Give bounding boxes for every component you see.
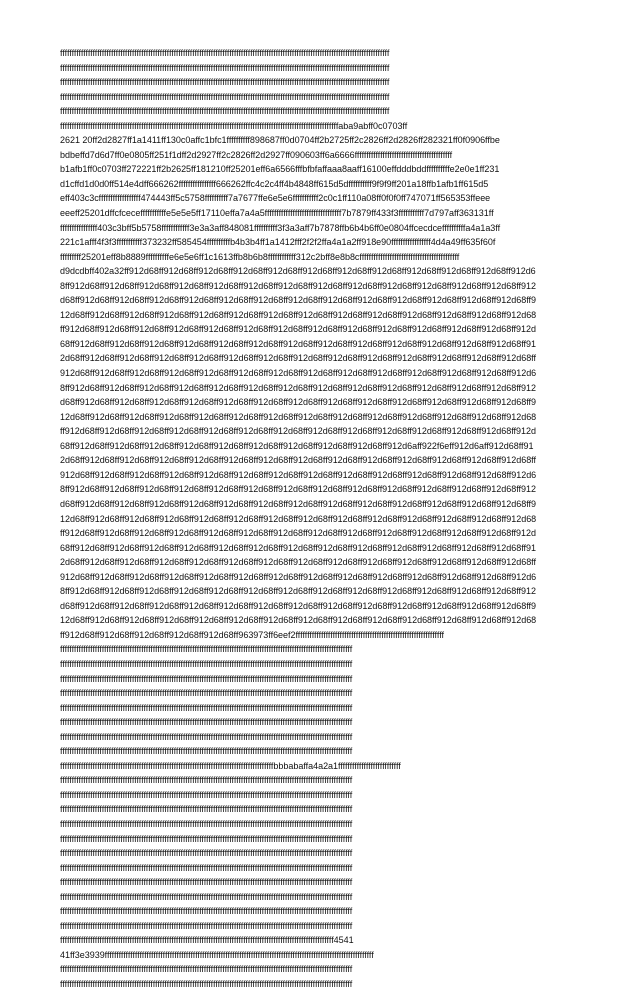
text-line: d68ff912d68ff912d68ff912d68ff912d68ff912d68ff912d68ff912d68ff912d68ff912d68ff912d68ff912d68ff912d68ff912d68ff9 (60, 295, 536, 306)
text-line: ffffffffffffffffffffffffffffffffffffffffffffffffffffffffffffffffffffffffffffffffffffffffffffffffffffffffffffffffffffffffffffff (60, 833, 353, 844)
text-line: ffffffffffffffffffffffffffffffffffffffffffffffffffffffffffffffffffffffffffffffffffffffffffffffffffffffffffffffffffffffffffffff (60, 717, 353, 728)
text-line: ffffffffffffffffffffffffffffffffffffffffffffffffffffffffffffffffffffffffffffffffffffffffffffffffffffffffffffffffffffffffffffff (60, 644, 353, 655)
text-line: 12d68ff912d68ff912d68ff912d68ff912d68ff912d68ff912d68ff912d68ff912d68ff912d68ff912d68ff912d68ff912d68ff912d68 (60, 411, 537, 422)
text-line: d68ff912d68ff912d68ff912d68ff912d68ff912d68ff912d68ff912d68ff912d68ff912d68ff912d68ff912d68ff912d68ff912d68ff9 (60, 397, 536, 408)
text-line: eeeff25201dffcfcecefffffffffffe5e5e5ff17110effa7a4a5fffffffffffffffffffffffffffffffff7b7879ff433f3fffffffffff7d797aff363131ff (60, 208, 494, 219)
text-line: ffffffffffffffffffffffffffffffffffffffffffffffffffffffffffffffffffffffffffffffffffffffffffffffffffffffffffffffffffffffffffffffffffffffffffffff (60, 91, 390, 102)
text-line: 2d68ff912d68ff912d68ff912d68ff912d68ff912d68ff912d68ff912d68ff912d68ff912d68ff912d68ff912d68ff912d68ff912d68ff (60, 353, 536, 364)
text-line: d9dcdbff402a32ff912d68ff912d68ff912d68ff912d68ff912d68ff912d68ff912d68ff912d68ff912d68ff912d68ff912d68ff912d6 (60, 266, 536, 277)
text-line: ffffffffffffffffffffffffffffffffffffffffffffffffffffffffffffffffffffffffffffffffffffffffffffffffffffffffffffffffffffffffffffff (60, 804, 353, 815)
text-line: ffffffffffffffffffffffffffffffffffffffffffffffffffffffffffffffffffffffffffffffffffffffffffffffffffffffffffffffffffffffffffffff (60, 789, 353, 800)
text-line: 68ff912d68ff912d68ff912d68ff912d68ff912d68ff912d68ff912d68ff912d68ff912d68ff912d68ff912d68ff912d68ff912d68ff91 (60, 338, 536, 349)
text-line: b1afb1ff0c0703ff272221ff2b2625ff181210ff25201eff6a6566fffbfbfaffaaa8aaff16100effdddbddffffffffffe2e0e1ff231 (60, 164, 500, 175)
text-line: ffffffffffffffffffffffffffffffffffffffffffffffffffffffffffffffffffffffffffffffffffffffffffffffffffffffffffffffffffffffffffffff (60, 731, 353, 742)
text-line: ffffffffffffffffffffffffffffffffffffffffffffffffffffffffffffffffffffffffffffffffffffffffffffffffffffffffffffffffffffffffaba9abff0c0703ff (60, 120, 408, 131)
text-line: fffffffff25201eff8b8889ffffffffffe6e5e6ff1c1613ffb8b6b8ffffffffffff312c2bff8e8b8cfffffffffffffffffffffffffffffffffffffffffff (60, 251, 460, 262)
text-line: ffffffffffffffffffffffffffffffffffffffffffffffffffffffffffffffffffffffffffffffffffffffffffffffffffffffffffffffffffffffffffffffffffffffffffffff (60, 106, 390, 117)
text-line: ffffffffffffffffffffffffffffffffffffffffffffffffffffffffffffffffffffffffffffffffffffffffffffffffffffffffffffffffffffffffffffff (60, 673, 353, 684)
text-line: ffffffffffffffffffffffffffffffffffffffffffffffffffffffffffffffffffffffffffffffffffffffffffffffffffffffffffffffffffffffffffffff (60, 746, 353, 757)
text-line: d68ff912d68ff912d68ff912d68ff912d68ff912d68ff912d68ff912d68ff912d68ff912d68ff912d68ff912d68ff912d68ff912d68ff9 (60, 498, 536, 509)
text-line: d68ff912d68ff912d68ff912d68ff912d68ff912d68ff912d68ff912d68ff912d68ff912d68ff912d68ff912d68ff912d68ff912d68ff9 (60, 600, 536, 611)
text-line: ffffffffffffffffffffffffffffffffffffffffffffffffffffffffffffffffffffffffffffffffffffffffffffffffffffffffffffffffffffffffffffff (60, 906, 353, 917)
text-line: 12d68ff912d68ff912d68ff912d68ff912d68ff912d68ff912d68ff912d68ff912d68ff912d68ff912d68ff912d68ff912d68ff912d68 (60, 309, 537, 320)
text-line: ff912d68ff912d68ff912d68ff912d68ff912d68ff912d68ff912d68ff912d68ff912d68ff912d68ff912d68ff912d68ff912d68ff912d (60, 324, 536, 335)
text-line: 68ff912d68ff912d68ff912d68ff912d68ff912d68ff912d68ff912d68ff912d68ff912d68ff912d68ff912d68ff912d68ff912d68ff91 (60, 542, 536, 553)
text-line: 41ff3e3939ffffffffffffffffffffffffffffffffffffffffffffffffffffffffffffffffffffffffffffffffffffffffffffffffffffffffffffffffffff (60, 949, 374, 960)
text-line: eff403c3cffffffffffffffffff474443ff5c5758ffffffffff7a7677ffe6e5e6fffffffffff2c0c1ff110a08ff0f0f0ff747071ff565353ffeee (60, 193, 491, 204)
text-line: ffffffffffffffffffffffffffffffffffffffffffffffffffffffffffffffffffffffffffffffffffffffffffffffffffffffffffffffffffffffffffffff (60, 979, 353, 989)
text-line: 12d68ff912d68ff912d68ff912d68ff912d68ff912d68ff912d68ff912d68ff912d68ff912d68ff912d68ff912d68ff912d68ff912d68 (60, 615, 537, 626)
text-line: ff912d68ff912d68ff912d68ff912d68ff912d68ff963973ff6eef2ffffffffffffffffffffffffffffffffffffffffffffffffffffffffffffffff (60, 629, 444, 640)
text-line: ffffffffffffffffffffffffffffffffffffffffffffffffffffffffffffffffffffffffffffffffffffffffffffffffffffffffffffffffffffffffffffff (60, 702, 353, 713)
text-line: ffffffffffffffffffffffffffffffffffffffffffffffffffffffffffffffffffffffffffffffffffffffffffffffffffffffffffffffffffffffffffffffffffffffffffffff (60, 48, 390, 58)
text-line: ff912d68ff912d68ff912d68ff912d68ff912d68ff912d68ff912d68ff912d68ff912d68ff912d68ff912d68ff912d68ff912d68ff912d (60, 426, 536, 437)
text-line: d1cffd1d0d0ff514e4dff666262ffffffffffffffff666262ffc4c2c4ff4b4848ff615d5dffffffffff9f9f9ff201a18ffb1afb1ff615d5 (60, 178, 489, 189)
text-line: 8ff912d68ff912d68ff912d68ff912d68ff912d68ff912d68ff912d68ff912d68ff912d68ff912d68ff912d68ff912d68ff912d68ff912 (60, 382, 536, 393)
text-line: ffffffffffffffffffffffffffffffffffffffffffffffffffffffffffffffffffffffffffffffffffffffffffffffffffffffffffffffffffffffffffffff (60, 775, 353, 786)
text-line: ffffffffffffffffffffffffffffffffffffffffffffffffffffffffffffffffffffffffffffffffffffffffffffffffffffffffffffffffffffffffffffff (60, 891, 353, 902)
text-line: ffffffffffffffffffffffffffffffffffffffffffffffffffffffffffffffffffffffffffffffffffffffffffffffffffffffffffffffffffffffffffffff (60, 964, 353, 975)
text-line: ffffffffffffffffffffffffffffffffffffffffffffffffffffffffffffffffffffffffffffffffffffffffffffffffffffffffffffffffffffff4541 (60, 935, 354, 946)
text-line: 2621 20ff2d2827ff1a1411ff130c0affc1bfc1ffffffffff898687ff0d0704ff2b2725ff2c2826ff2d2826ff282321ff0f0906ffbe (60, 135, 500, 146)
text-line: 221c1afff4f3f3fffffffffff373232ff585454ffffffffffb4b3b4ff1a1412fff2f2f2ffa4a1a2ff918e90fffffffffffffffff4d4a49ff635f60f (60, 237, 496, 248)
text-line: ffffffffffffffffffffffffffffffffffffffffffffffffffffffffffffffffffffffffffffffffffffffffffffffffffffffffffffffffffffffffffffff (60, 818, 353, 829)
text-line: ffffffffffffffff403c3bff5b5758ffffffffffff3e3a3aff848081ffffffffff3f3a3aff7b7878ffb6b4b6ff0e0804ffcecdceffffffffffa4a1a3ff (60, 222, 501, 233)
text-line: 912d68ff912d68ff912d68ff912d68ff912d68ff912d68ff912d68ff912d68ff912d68ff912d68ff912d68ff912d68ff912d68ff912d6 (60, 368, 537, 379)
text-line: 68ff912d68ff912d68ff912d68ff912d68ff912d68ff912d68ff912d68ff912d68ff912d68ff912d6aff922f6eff912d6aff912d68ff91 (60, 440, 534, 451)
text-line: ffffffffffffffffffffffffffffffffffffffffffffffffffffffffffffffffffffffffffffffffffffffffffffbbbabaffa4a2a1fffffffffffffffffffffffffff (60, 760, 401, 771)
document-body (60, 46, 580, 992)
text-line: ffffffffffffffffffffffffffffffffffffffffffffffffffffffffffffffffffffffffffffffffffffffffffffffffffffffffffffffffffffffffffffff (60, 658, 353, 669)
text-line: ffffffffffffffffffffffffffffffffffffffffffffffffffffffffffffffffffffffffffffffffffffffffffffffffffffffffffffffffffffffffffffff (60, 688, 353, 699)
text-line: ffffffffffffffffffffffffffffffffffffffffffffffffffffffffffffffffffffffffffffffffffffffffffffffffffffffffffffffffffffffffffffff (60, 920, 353, 931)
text-line: ffffffffffffffffffffffffffffffffffffffffffffffffffffffffffffffffffffffffffffffffffffffffffffffffffffffffffffffffffffffffffffff (60, 877, 353, 888)
text-line: ff912d68ff912d68ff912d68ff912d68ff912d68ff912d68ff912d68ff912d68ff912d68ff912d68ff912d68ff912d68ff912d68ff912d (60, 528, 536, 539)
text-line: 8ff912d68ff912d68ff912d68ff912d68ff912d68ff912d68ff912d68ff912d68ff912d68ff912d68ff912d68ff912d68ff912d68ff912 (60, 586, 536, 597)
text-line: ffffffffffffffffffffffffffffffffffffffffffffffffffffffffffffffffffffffffffffffffffffffffffffffffffffffffffffffffffffffffffffffffffffffffffffff (60, 77, 390, 88)
text-line: 2d68ff912d68ff912d68ff912d68ff912d68ff912d68ff912d68ff912d68ff912d68ff912d68ff912d68ff912d68ff912d68ff912d68ff (60, 557, 536, 568)
text-line: bdbeffd7d6d7ff0e0805ff251f1dff2d2927ff2c2826ff2d2927ff090603ff6a6666ffffffffffffffffffffffffffffffffffffffffff (60, 149, 453, 160)
text-line: ffffffffffffffffffffffffffffffffffffffffffffffffffffffffffffffffffffffffffffffffffffffffffffffffffffffffffffffffffffffffffffff (60, 848, 353, 859)
text-line: 8ff912d68ff912d68ff912d68ff912d68ff912d68ff912d68ff912d68ff912d68ff912d68ff912d68ff912d68ff912d68ff912d68ff912 (60, 484, 536, 495)
text-line: 2d68ff912d68ff912d68ff912d68ff912d68ff912d68ff912d68ff912d68ff912d68ff912d68ff912d68ff912d68ff912d68ff912d68ff (60, 455, 536, 466)
text-line: ffffffffffffffffffffffffffffffffffffffffffffffffffffffffffffffffffffffffffffffffffffffffffffffffffffffffffffffffffffffffffffffffffffffffffffff (60, 62, 390, 73)
text-line: ffffffffffffffffffffffffffffffffffffffffffffffffffffffffffffffffffffffffffffffffffffffffffffffffffffffffffffffffffffffffffffff (60, 862, 353, 873)
text-line: 912d68ff912d68ff912d68ff912d68ff912d68ff912d68ff912d68ff912d68ff912d68ff912d68ff912d68ff912d68ff912d68ff912d6 (60, 469, 537, 480)
text-line: 8ff912d68ff912d68ff912d68ff912d68ff912d68ff912d68ff912d68ff912d68ff912d68ff912d68ff912d68ff912d68ff912d68ff912 (60, 280, 536, 291)
text-line: 12d68ff912d68ff912d68ff912d68ff912d68ff912d68ff912d68ff912d68ff912d68ff912d68ff912d68ff912d68ff912d68ff912d68 (60, 513, 537, 524)
text-line: 912d68ff912d68ff912d68ff912d68ff912d68ff912d68ff912d68ff912d68ff912d68ff912d68ff912d68ff912d68ff912d68ff912d6 (60, 571, 537, 582)
